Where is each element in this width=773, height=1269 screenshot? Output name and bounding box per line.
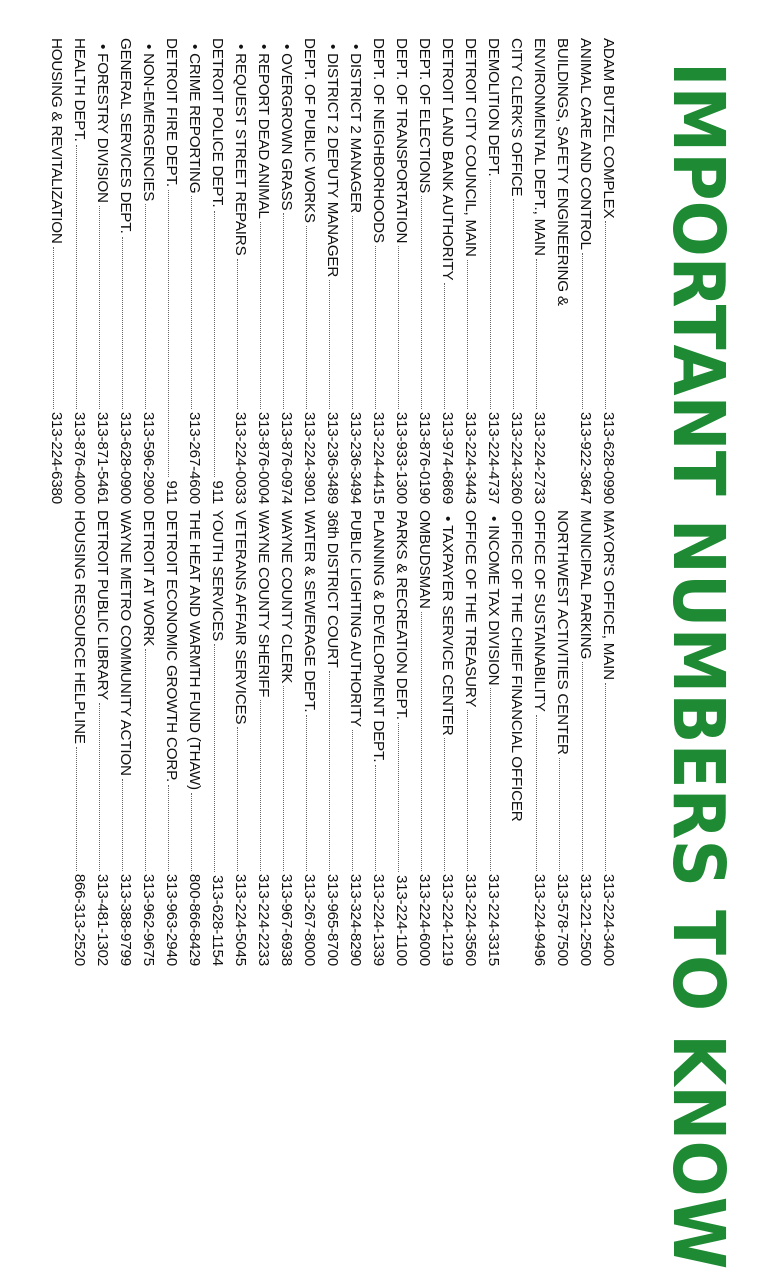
entry-name: • REPORT DEAD ANIMAL (255, 38, 272, 219)
directory-entry (255, 510, 278, 966)
dotted-leader (421, 196, 422, 409)
entry-phone-number: 313-224-4415 (370, 411, 387, 504)
dotted-leader (375, 246, 376, 409)
dotted-leader (536, 259, 537, 409)
dotted-leader (582, 253, 583, 409)
directory-entry (301, 510, 324, 966)
entry-name: OFFICE OF THE TREASURY (462, 510, 479, 708)
entry-phone-number: 313-628-1154 (209, 874, 226, 966)
directory-entry (140, 38, 163, 504)
directory-entry (439, 38, 462, 504)
page-title: IMPORTANT NUMBERS TO KNOW (656, 62, 741, 1269)
entry-name: MUNICIPAL PARKING (577, 510, 594, 660)
entry-phone-number: 313-224-2233 (255, 873, 272, 966)
entry-phone-number: 313-224-6000 (416, 873, 433, 966)
dotted-leader (352, 216, 353, 409)
entry-name: DEPT. OF PUBLIC WORKS (301, 38, 318, 223)
entry-name: • CRIME REPORTING (186, 38, 203, 193)
entry-name: • NON-EMERGENCIES (140, 38, 157, 201)
dotted-leader (605, 683, 606, 871)
entry-name: OFFICE OF SUSTAINABILITY (531, 510, 548, 712)
directory-entry (370, 510, 393, 966)
entry-phone-number: 313-224-1100 (393, 874, 410, 966)
entry-name: WAYNE COUNTY CLERK (278, 510, 295, 684)
directory-right-column (71, 510, 623, 966)
entry-name: MAYOR'S OFFICE, MAIN (600, 510, 617, 680)
entry-phone-number: 313-876-0004 (255, 411, 272, 504)
dotted-leader (398, 723, 399, 872)
dotted-leader (122, 779, 123, 871)
dotted-leader (122, 237, 123, 409)
directory-entry (232, 510, 255, 966)
entry-name: DETROIT CITY COUNCIL, MAIN (462, 38, 479, 257)
dotted-leader (513, 199, 514, 408)
directory-entry (600, 38, 623, 504)
dotted-leader (99, 206, 100, 409)
directory-entry (117, 38, 140, 504)
dotted-leader (444, 738, 445, 870)
directory-entry (462, 510, 485, 966)
dotted-leader (559, 758, 560, 871)
entry-phone-number: 313-628-0900 (117, 411, 134, 504)
dotted-leader (398, 246, 399, 409)
entry-name: • DISTRICT 2 DEPUTY MANAGER (324, 38, 341, 277)
dotted-leader (306, 715, 307, 870)
entry-name: • OVERGROWN GRASS (278, 38, 295, 210)
directory-entry (71, 510, 94, 966)
entry-name: ANIMAL CARE AND CONTROL (577, 38, 594, 250)
entry-phone-number: 313-224-3443 (462, 411, 479, 504)
directory-entry (278, 510, 301, 966)
entry-phone-number: 911 (163, 480, 180, 504)
dotted-leader (168, 190, 169, 478)
entry-name: DETROIT FIRE DEPT. (163, 38, 180, 187)
dotted-leader (283, 213, 284, 408)
entry-phone-number: 313-324-8290 (347, 873, 364, 966)
entry-phone-number: 313-967-6938 (278, 873, 295, 966)
directory-left-column (48, 38, 623, 504)
dotted-leader (444, 283, 445, 408)
entry-name: YOUTH SERVICES (209, 510, 226, 642)
directory-entry (209, 510, 232, 966)
entry-phone-number: 313-224-3315 (485, 873, 502, 966)
entry-phone-number: 866-313-2520 (71, 873, 88, 966)
entry-phone-number: 313-224-5045 (232, 873, 249, 966)
entry-phone-number: 313-221-2500 (577, 873, 594, 966)
entry-phone-number: 313-974-6869 (439, 411, 456, 504)
directory-entry (186, 510, 209, 966)
entry-phone-number: 313-876-0974 (278, 411, 295, 504)
directory-entry (577, 510, 600, 966)
entry-phone-number: 313-963-2940 (163, 873, 180, 966)
entry-name: OMBUDSMAN (416, 510, 433, 609)
directory-entry (117, 510, 140, 966)
directory-entry (347, 510, 370, 966)
entry-name: HOUSING RESOURCE HELPLINE (71, 510, 88, 744)
directory-entry (485, 510, 508, 966)
dotted-leader (214, 211, 215, 478)
entry-phone-number: 313-224-0033 (232, 411, 249, 504)
directory-entry (301, 38, 324, 504)
entry-phone-number: 313-224-1219 (439, 873, 456, 966)
directory-entry (416, 38, 439, 504)
entry-name: • TAXPAYER SERVICE CENTER (439, 510, 456, 735)
directory-entry (163, 38, 186, 504)
directory-entry (393, 38, 416, 504)
entry-name: DETROIT ECONOMIC GROWTH CORP. (163, 510, 180, 783)
entry-phone-number: 313-224-6380 (48, 411, 65, 504)
entry-name: DETROIT POLICE DEPT. (209, 38, 226, 208)
entry-name: WATER & SEWERAGE DEPT. (301, 510, 318, 713)
entry-phone-number: 313-871-5461 (94, 411, 111, 504)
dotted-leader (467, 710, 468, 871)
directory-entry (140, 510, 163, 966)
entry-phone-number: 313-962-9675 (140, 873, 157, 966)
directory-entry (324, 510, 347, 966)
entry-name: • FORESTRY DIVISION (94, 38, 111, 203)
dotted-leader (76, 145, 77, 409)
directory-entry (94, 510, 117, 966)
entry-phone-number: 313-224-9496 (531, 873, 548, 966)
directory-entry (485, 38, 508, 504)
entry-phone-number: 313-236-3489 (324, 411, 341, 504)
directory-entry (370, 38, 393, 504)
entry-name: • DISTRICT 2 MANAGER (347, 38, 364, 213)
entry-name: DEPT. OF ELECTIONS (416, 38, 433, 194)
directory-entry (232, 38, 255, 504)
entry-name: DETROIT AT WORK (140, 510, 157, 647)
entry-phone-number: 313-224-4737 (485, 411, 502, 504)
entry-phone-number: 313-578-7500 (554, 873, 571, 966)
entry-phone-number: 313-876-0190 (416, 411, 433, 504)
dotted-leader (76, 747, 77, 871)
dotted-leader (237, 727, 238, 870)
entry-phone-number: 313-628-0990 (600, 411, 617, 504)
entry-phone-number: 313-267-4600 (186, 411, 203, 504)
directory-entry (531, 510, 554, 966)
entry-name: DEPT. OF NEIGHBORHOODS (370, 38, 387, 243)
entry-name: CITY CLERK'S OFFICE (508, 38, 525, 197)
directory-entry (439, 510, 462, 966)
dotted-leader (490, 688, 491, 870)
directory-entry (508, 38, 531, 504)
entry-name: NORTHWEST ACTIVITIES CENTER (554, 510, 571, 755)
dotted-leader (490, 180, 491, 409)
directory-entry (255, 38, 278, 504)
directory-entry (163, 510, 186, 966)
directory-entry (186, 38, 209, 504)
dotted-leader (191, 196, 192, 409)
directory-entry (278, 38, 301, 504)
entry-name: DETROIT PUBLIC LIBRARY (94, 510, 111, 700)
dotted-leader (352, 730, 353, 871)
entry-name: WAYNE COUNTY SHERIFF (255, 510, 272, 698)
entry-name: DETROIT LAND BANK AUTHORITY (439, 38, 456, 281)
entry-phone-number: 800-866-8429 (186, 873, 203, 966)
dotted-leader (375, 765, 376, 870)
dotted-leader (421, 612, 422, 871)
entry-phone-number: 313-267-8000 (301, 873, 318, 966)
entry-phone-number: 313-965-8700 (324, 873, 341, 966)
dotted-leader (536, 715, 537, 871)
entry-phone-number: 313-596-2900 (140, 411, 157, 504)
entry-phone-number: 313-224-3560 (462, 873, 479, 966)
entry-phone-number: 313-876-4000 (71, 411, 88, 504)
dotted-leader (329, 280, 330, 409)
entry-name: THE HEAT AND WARMTH FUND (THAW) (186, 510, 203, 790)
entry-name: HEALTH DEPT. (71, 38, 88, 142)
dotted-leader (283, 686, 284, 870)
dotted-leader (214, 644, 215, 872)
directory-entry (94, 38, 117, 504)
dotted-leader (605, 221, 606, 408)
directory-entry (209, 38, 232, 504)
entry-name: PUBLIC LIGHTING AUTHORITY (347, 510, 364, 727)
entry-phone-number: 313-922-3647 (577, 411, 594, 504)
directory-entry (324, 38, 347, 504)
entry-name: HOUSING & REVITALIZATION (48, 38, 65, 244)
entry-name: PLANNING & DEVELOPMENT DEPT. (370, 510, 387, 763)
directory-entry (393, 510, 416, 966)
directory-entry (462, 38, 485, 504)
entry-name: PARKS & RECREATION DEPT. (393, 510, 410, 720)
entry-name: • REQUEST STREET REPAIRS (232, 38, 249, 256)
entry-name: VETERANS AFFAIR SERVICES (232, 510, 249, 725)
entry-phone-number: 313-224-2733 (531, 411, 548, 504)
entry-phone-number: 911 (209, 480, 226, 504)
directory-entry (554, 38, 577, 504)
entry-name: BUILDINGS, SAFETY ENGINEERING & (554, 38, 571, 306)
entry-name: • INCOME TAX DIVISION (485, 510, 502, 685)
entry-name: 36th DISTRICT COURT (324, 510, 341, 668)
directory-entry (508, 510, 531, 966)
dotted-leader (145, 649, 146, 871)
entry-name: DEMOLITION DEPT. (485, 38, 502, 177)
entry-name: OFFICE OF THE CHIEF FINANCIAL OFFICER (508, 510, 525, 822)
dotted-leader (306, 226, 307, 409)
entry-phone-number: 313-224-3901 (301, 411, 318, 504)
dotted-leader (467, 260, 468, 409)
dotted-leader (53, 247, 54, 409)
entry-name: GENERAL SERVICES DEPT. (117, 38, 134, 234)
directory-entry (554, 510, 577, 966)
directory-entry (416, 510, 439, 966)
directory-entry (600, 510, 623, 966)
directory-entry (531, 38, 554, 504)
dotted-leader (260, 700, 261, 871)
entry-phone-number: 313-933-1300 (393, 411, 410, 504)
entry-phone-number: 313-224-3400 (600, 873, 617, 966)
entry-phone-number: 313-236-3494 (347, 411, 364, 504)
directory-entry (577, 38, 600, 504)
directory-entry (71, 38, 94, 504)
directory-entry (347, 38, 370, 504)
dotted-leader (145, 204, 146, 409)
entry-name: DEPT. OF TRANSPORTATION (393, 38, 410, 244)
dotted-leader (582, 662, 583, 871)
entry-name: ENVIRONMENTAL DEPT., MAIN (531, 38, 548, 256)
dotted-leader (168, 785, 169, 871)
entry-phone-number: 313-388-9799 (117, 873, 134, 966)
directory-entry (48, 38, 71, 504)
entry-phone-number: 313-481-1302 (94, 873, 111, 966)
entry-name: WAYNE METRO COMMUNITY ACTION (117, 510, 134, 776)
dotted-leader (329, 671, 330, 871)
dotted-leader (260, 222, 261, 409)
dotted-leader (99, 703, 100, 871)
dotted-leader (191, 793, 192, 871)
entry-phone-number: 313-224-1339 (370, 873, 387, 966)
dotted-leader (237, 259, 238, 409)
entry-name: ADAM BUTZEL COMPLEX (600, 38, 617, 219)
entry-phone-number: 313-224-3260 (508, 411, 525, 504)
